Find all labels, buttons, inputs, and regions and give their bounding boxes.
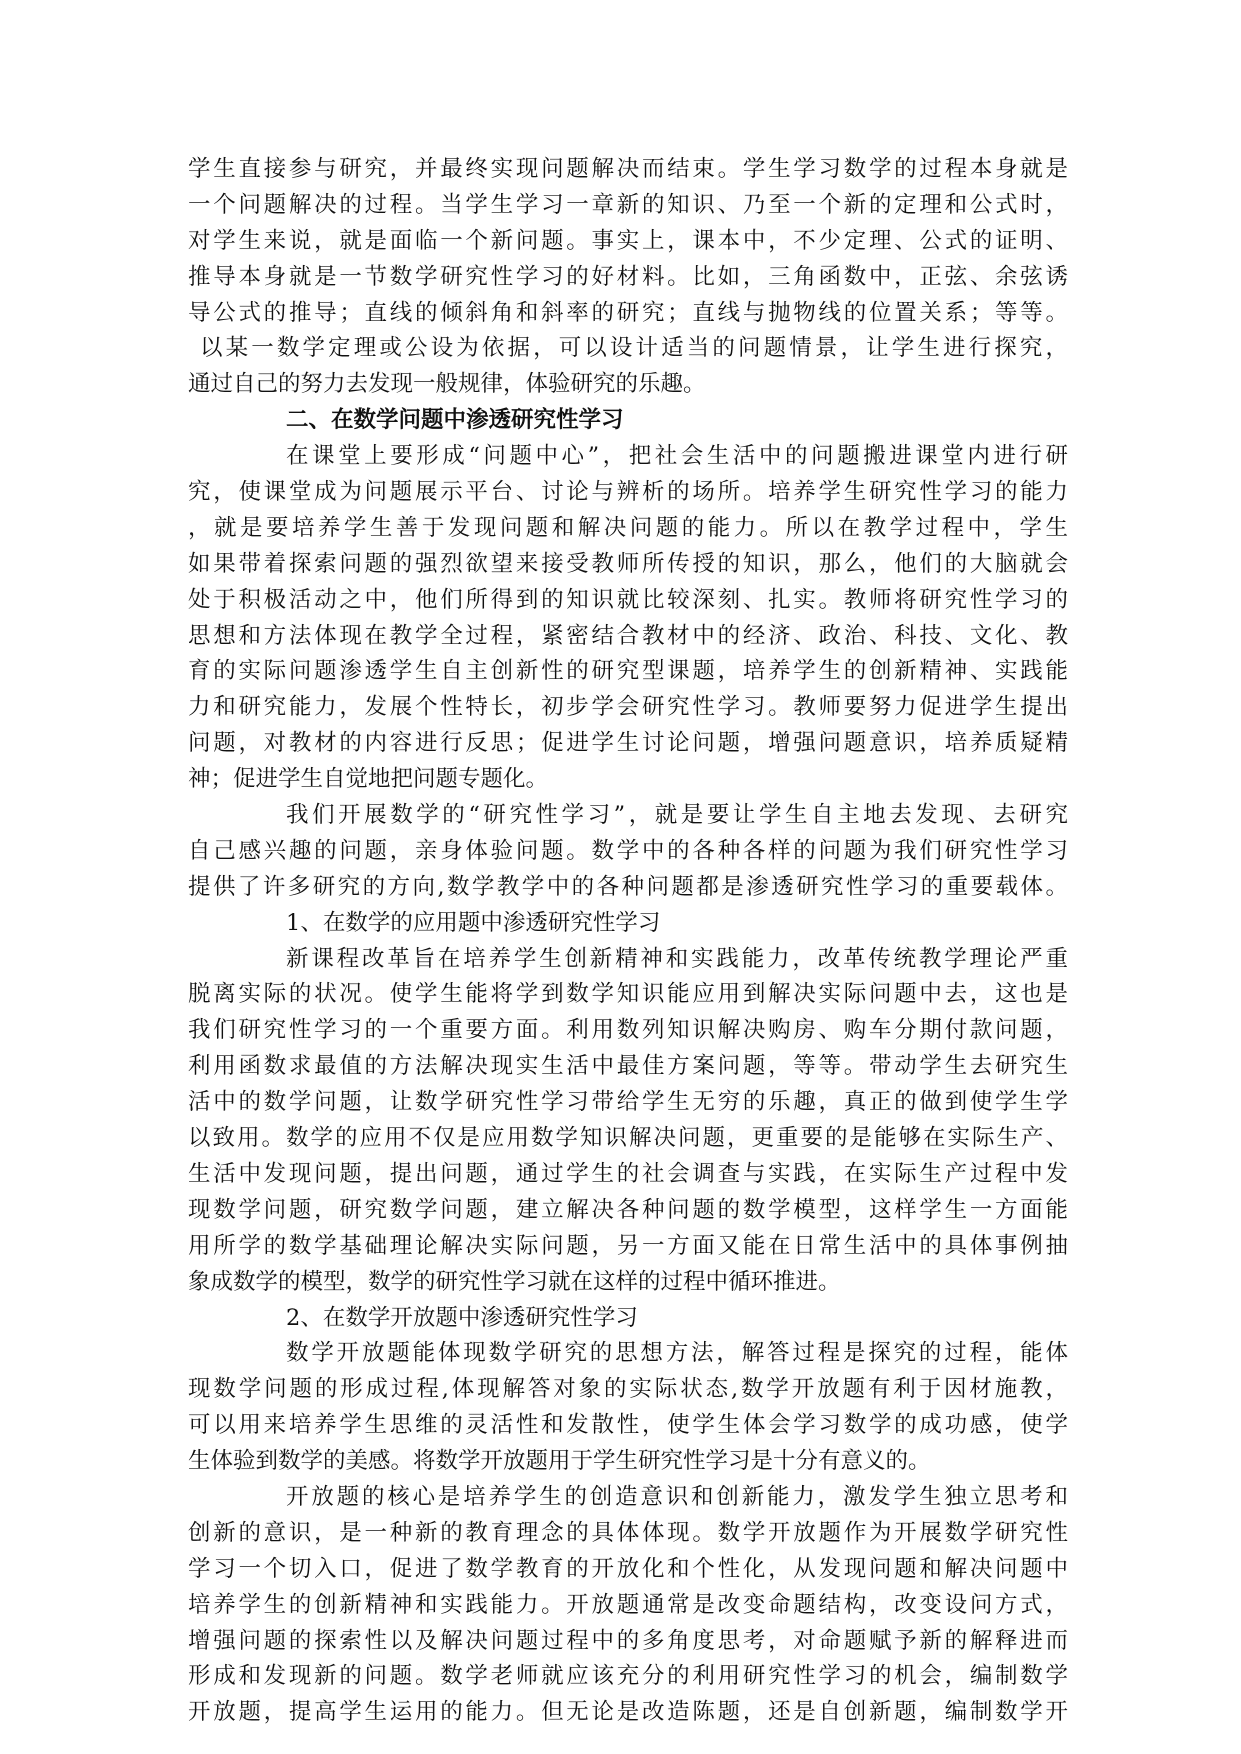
text-line: 提供了许多研究的方向,数学教学中的各种问题都是渗透研究性学习的重要载体。 (188, 873, 1068, 900)
text-line: 可以用来培养学生思维的灵活性和发散性，使学生体会学习数学的成功感，使学 (188, 1412, 1068, 1439)
section-heading: 二、在数学问题中渗透研究性学习 (286, 407, 624, 434)
text-line: 一个问题解决的过程。当学生学习一章新的知识、乃至一个新的定理和公式时， (188, 191, 1068, 218)
text-line: 处于积极活动之中，他们所得到的知识就比较深刻、扎实。教师将研究性学习的 (188, 586, 1068, 613)
text-line: 现数学问题，研究数学问题，建立解决各种问题的数学模型，这样学生一方面能 (188, 1196, 1068, 1223)
text-line: 生活中发现问题，提出问题，通过学生的社会调查与实践，在实际生产过程中发 (188, 1160, 1068, 1187)
text-line: 我们开展数学的“研究性学习”，就是要让学生自主地去发现、去研究 (286, 802, 1068, 829)
text-line: 形成和发现新的问题。数学老师就应该充分的利用研究性学习的机会，编制数学 (188, 1663, 1068, 1690)
text-line: 导公式的推导；直线的倾斜角和斜率的研究；直线与抛物线的位置关系；等等。 (188, 299, 1068, 326)
text-line: 自己感兴趣的问题，亲身体验问题。数学中的各种各样的问题为我们研究性学习 (188, 837, 1068, 864)
text-line: 问题，对教材的内容进行反思；促进学生讨论问题，增强问题意识，培养质疑精 (188, 730, 1068, 757)
text-line: 对学生来说，就是面临一个新问题。事实上，课本中，不少定理、公式的证明、 (188, 227, 1068, 254)
text-line: 育的实际问题渗透学生自主创新性的研究型课题，培养学生的创新精神、实践能 (188, 658, 1068, 685)
text-line: 学习一个切入口，促进了数学教育的开放化和个性化，从发现问题和解决问题中 (188, 1555, 1068, 1582)
text-line: 利用函数求最值的方法解决现实生活中最佳方案问题，等等。带动学生去研究生 (188, 1053, 1068, 1080)
text-line: 培养学生的创新精神和实践能力。开放题通常是改变命题结构，改变设问方式， (188, 1591, 1068, 1618)
text-line: 如果带着探索问题的强烈欲望来接受教师所传授的知识，那么，他们的大脑就会 (188, 550, 1068, 577)
text-line: 增强问题的探索性以及解决问题过程中的多角度思考，对命题赋予新的解释进而 (188, 1627, 1068, 1654)
subsection-heading: 1、在数学的应用题中渗透研究性学习 (286, 909, 661, 936)
text-line: 在课堂上要形成“问题中心”，把社会生活中的问题搬进课堂内进行研 (286, 443, 1068, 470)
text-line: 以某一数学定理或公设为依据，可以设计适当的问题情景，让学生进行探究， (200, 335, 1068, 362)
subsection-heading: 2、在数学开放题中渗透研究性学习 (286, 1304, 638, 1331)
text-line: 用所学的数学基础理论解决实际问题，另一方面又能在日常生活中的具体事例抽 (188, 1232, 1068, 1259)
text-line: 活中的数学问题，让数学研究性学习带给学生无穷的乐趣，真正的做到使学生学 (188, 1089, 1068, 1116)
text-line: 数学开放题能体现数学研究的思想方法，解答过程是探究的过程，能体 (286, 1340, 1068, 1367)
text-line: 通过自己的努力去发现一般规律，体验研究的乐趣。 (188, 371, 706, 398)
text-line: 以致用。数学的应用不仅是应用数学知识解决问题，更重要的是能够在实际生产、 (188, 1125, 1068, 1152)
text-line: 力和研究能力，发展个性特长，初步学会研究性学习。教师要努力促进学生提出 (188, 694, 1068, 721)
text-line: 开放题的核心是培养学生的创造意识和创新能力，激发学生独立思考和 (286, 1483, 1068, 1510)
text-line: 推导本身就是一节数学研究性学习的好材料。比如，三角函数中，正弦、余弦诱 (188, 263, 1068, 290)
text-line: 生体验到数学的美感。将数学开放题用于学生研究性学习是十分有意义的。 (188, 1448, 931, 1475)
document-body (188, 152, 1068, 1731)
text-line: 脱离实际的状况。使学生能将学到数学知识能应用到解决实际问题中去，这也是 (188, 981, 1068, 1008)
text-line: 开放题，提高学生运用的能力。但无论是改造陈题，还是自创新题，编制数学开 (188, 1699, 1068, 1726)
text-line: 究，使课堂成为问题展示平台、讨论与辨析的场所。培养学生研究性学习的能力 (188, 479, 1068, 506)
text-line: 象成数学的模型，数学的研究性学习就在这样的过程中循环推进。 (188, 1268, 841, 1295)
text-line: 现数学问题的形成过程,体现解答对象的实际状态,数学开放题有利于因材施教， (188, 1376, 1068, 1403)
text-line: ，就是要培养学生善于发现问题和解决问题的能力。所以在教学过程中，学生 (188, 514, 1068, 541)
text-line: 我们研究性学习的一个重要方面。利用数列知识解决购房、购车分期付款问题， (188, 1017, 1068, 1044)
text-line: 新课程改革旨在培养学生创新精神和实践能力，改革传统教学理论严重 (286, 945, 1068, 972)
text-line: 神；促进学生自觉地把问题专题化。 (188, 766, 549, 793)
text-line: 学生直接参与研究，并最终实现问题解决而结束。学生学习数学的过程本身就是 (188, 156, 1068, 182)
text-line: 思想和方法体现在教学全过程，紧密结合教材中的经济、政治、科技、文化、教 (188, 622, 1068, 649)
text-line: 创新的意识，是一种新的教育理念的具体体现。数学开放题作为开展数学研究性 (188, 1519, 1068, 1546)
